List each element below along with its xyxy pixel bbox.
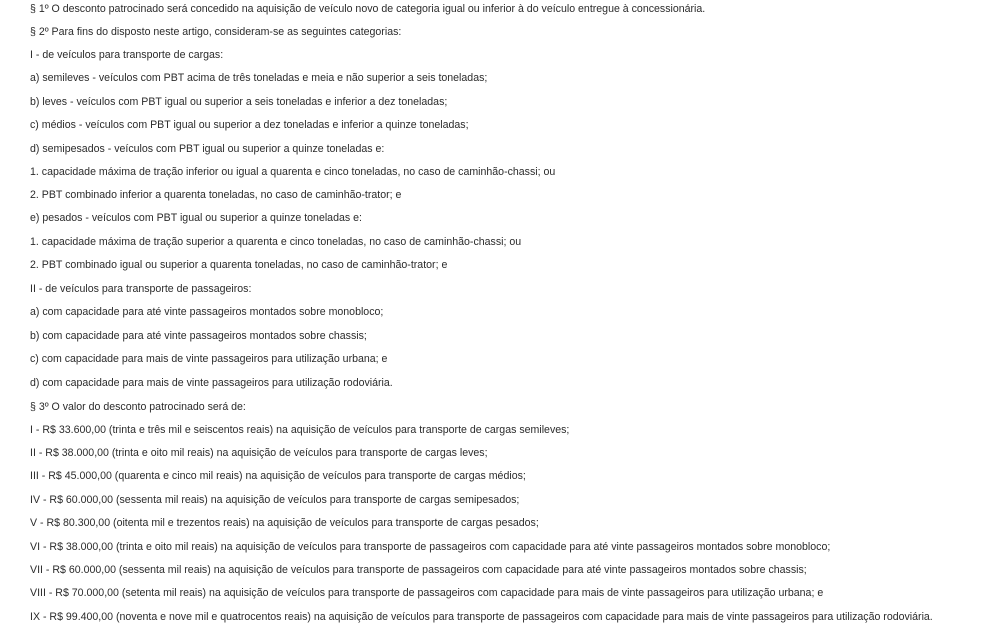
value-item-vi: VI - R$ 38.000,00 (trinta e oito mil reais) na aquisição de veículos para transporte de passageiros com capacidade para até vinte passageiros montados sobre monobloco; (30, 541, 831, 553)
paragraph-2-categories-intro: § 2º Para fins do disposto neste artigo, consideram-se as seguintes categorias: (30, 26, 402, 38)
item-d-semipesados: d) semipesados - veículos com PBT igual ou superior a quinze toneladas e: (30, 143, 385, 155)
paragraph-3-discount-values-intro: § 3º O valor do desconto patrocinado será de: (30, 401, 246, 413)
item-c-medios: c) médios - veículos com PBT igual ou superior a dez toneladas e inferior a quinze toneladas; (30, 119, 469, 131)
item-ii-passenger-vehicles: II - de veículos para transporte de passageiros: (30, 283, 252, 295)
value-item-iv: IV - R$ 60.000,00 (sessenta mil reais) na aquisição de veículos para transporte de cargas semipesados; (30, 494, 520, 506)
value-item-v: V - R$ 80.300,00 (oitenta mil e trezentos reais) na aquisição de veículos para transporte de cargas pesados; (30, 517, 539, 529)
paragraph-1-discount-rule: § 1º O desconto patrocinado será concedido na aquisição de veículo novo de categoria igual ou inferior à do veículo entregue à concessionária. (30, 3, 706, 15)
item-c-urban: c) com capacidade para mais de vinte passageiros para utilização urbana; e (30, 353, 388, 365)
item-b-leves: b) leves - veículos com PBT igual ou superior a seis toneladas e inferior a dez toneladas; (30, 96, 448, 108)
value-item-vii: VII - R$ 60.000,00 (sessenta mil reais) na aquisição de veículos para transporte de passageiros com capacidade para até vinte passageiros montados sobre chassis; (30, 564, 807, 576)
value-item-viii: VIII - R$ 70.000,00 (setenta mil reais) na aquisição de veículos para transporte de passageiros com capacidade para mais de vinte passageiros para utilização urbana; e (30, 587, 824, 599)
item-i-cargo-vehicles: I - de veículos para transporte de cargas: (30, 49, 224, 61)
item-a-monobloco: a) com capacidade para até vinte passageiros montados sobre monobloco; (30, 306, 384, 318)
item-d1-traction-capacity: 1. capacidade máxima de tração inferior ou igual a quarenta e cinco toneladas, no caso de caminhão-chassi; ou (30, 166, 556, 178)
item-e1-traction-capacity: 1. capacidade máxima de tração superior a quarenta e cinco toneladas, no caso de caminhão-chassi; ou (30, 236, 522, 248)
item-e-pesados: e) pesados - veículos com PBT igual ou superior a quinze toneladas e: (30, 212, 362, 224)
value-item-ii: II - R$ 38.000,00 (trinta e oito mil reais) na aquisição de veículos para transporte de cargas leves; (30, 447, 488, 459)
item-e2-combined-pbt: 2. PBT combinado igual ou superior a quarenta toneladas, no caso de caminhão-trator; e (30, 259, 448, 271)
item-a-semileves: a) semileves - veículos com PBT acima de três toneladas e meia e não superior a seis toneladas; (30, 72, 488, 84)
item-b-chassis: b) com capacidade para até vinte passageiros montados sobre chassis; (30, 330, 367, 342)
value-item-i: I - R$ 33.600,00 (trinta e três mil e seiscentos reais) na aquisição de veículos para transporte de cargas semileves; (30, 424, 570, 436)
item-d-highway: d) com capacidade para mais de vinte passageiros para utilização rodoviária. (30, 377, 393, 389)
value-item-iii: III - R$ 45.000,00 (quarenta e cinco mil reais) na aquisição de veículos para transporte de cargas médios; (30, 470, 526, 482)
item-d2-combined-pbt: 2. PBT combinado inferior a quarenta toneladas, no caso de caminhão-trator; e (30, 189, 402, 201)
value-item-ix: IX - R$ 99.400,00 (noventa e nove mil e quatrocentos reais) na aquisição de veículos para transporte de passageiros com capacidade para mais de vinte passageiros para utilização rodoviária. (30, 611, 933, 623)
